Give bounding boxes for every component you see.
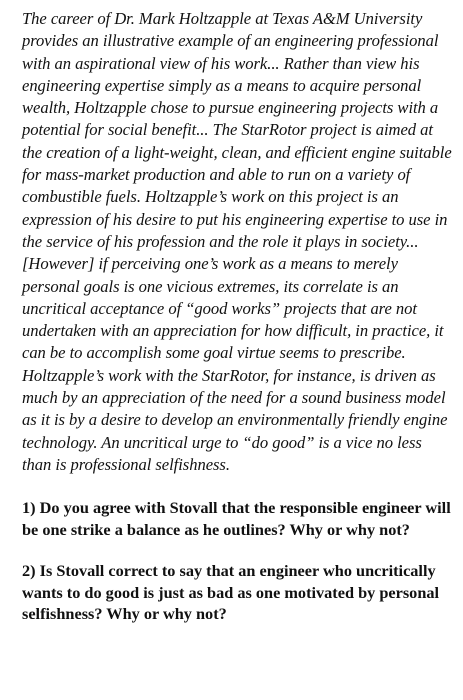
question-1: 1) Do you agree with Stovall that the responsible engineer will be one strike a balance as he outlines? Why or why not? xyxy=(22,498,451,539)
question-2: 2) Is Stovall correct to say that an engineer who uncritically wants to do good is just as bad as one motivated by personal selfishness? Why or why not? xyxy=(22,561,440,624)
quoted-passage: The career of Dr. Mark Holtzapple at Texas A&M University provides an illustrative example of an engineering professional with an aspirational view of his work... Rather than view his engineering expertise simply as a means to acquire personal wealth, Holtzapple chose to pursue engineering projects with a potential for social benefit... The StarRotor project is aimed at the creation of a light-weight, clean, and efficient engine suitable for mass-market production and able to run on a variety of combustible fuels. Holtzapple’s work on this project is an expression of his desire to put his engineering expertise to use in the service of his profession and the role it plays in society... [However] if perceiving one’s work as a means to merely personal goals is one vicious extremes, its correlate is an uncritical acceptance of “good works” projects that are not undertaken with an appreciation for how difficult, in practice, it can be to accomplish some goal virtue seems to prescribe. Holtzapple’s work with the StarRotor, for instance, is driven as much by an appreciation of the need for a sound business model as it is by a desire to develop an environmentally friendly engine technology. An uncritical urge to “do good” is a vice no less than is professional selfishness. xyxy=(22,9,452,474)
